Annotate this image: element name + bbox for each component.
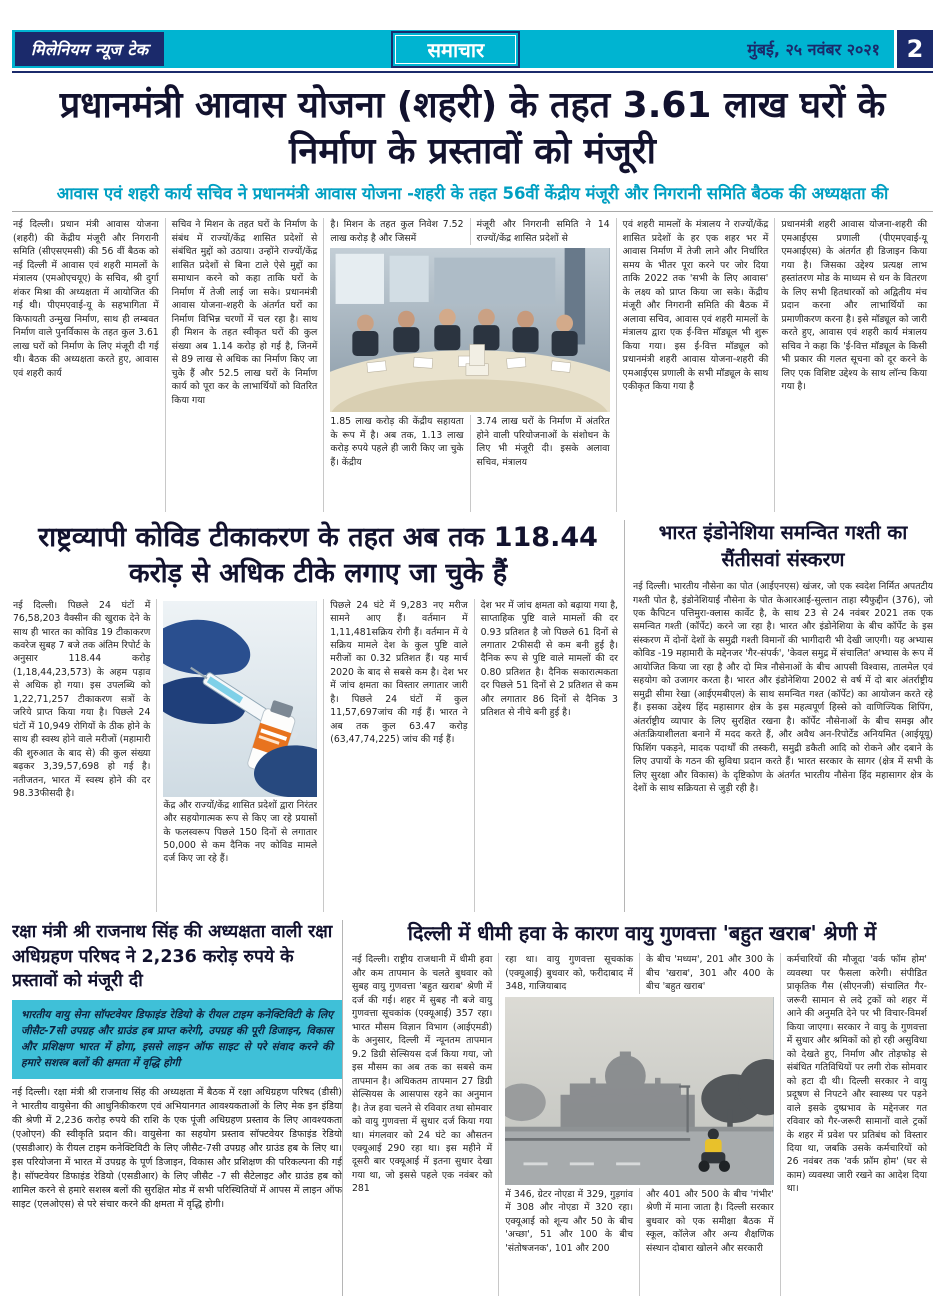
covid-column-4: देश भर में जांच क्षमता को बढ़ाया गया है, साप्ताहिक पुष्टि वाले मामलों की दर 0.93 प्रतिशत है जो पिछले 61 दिनों से लगातार 2फीसदी से कम बनी हुई है। दैनिक रूप से पुष्टि वाले मामलों की दर 0.80 प्रतिशत है। दैनिक सकारात्मकता दर पिछले 51 दिनों से 2 प्रतिशत से कम और लगातार 86 दिनों से दैनिक 3 प्रतिशत से नीचे बनी हुई है। [474, 599, 624, 913]
delhi-mid-bottom [499, 1188, 780, 1296]
date-city: मुंबई, २५ नवंबर २०२१ [747, 40, 880, 59]
delhi-column-4: कर्मचारियों की मौजूदा 'वर्क फॉम होम' व्यवस्था पर फैसला करेगी। संपीडित प्राकृतिक गैस (सीएनजी) संचालित गैर-जरूरी सामान से लदे ट्रकों को शहर में आने की अनुमति देने पर भी विचार-विमर्श किया जाएगा। सरकार ने वायु के गुणवत्ता में सुधार और श्रमिकों को हो रही असुविधा को देखते हुए, निर्माण और तोड़फोड़ से संबंधित गतिविधियों पर लगी रोक सोमवार को हटा दी थी। दिल्ली सरकार ने वायु प्रदूषण से निपटने और स्वास्थ्य पर पड़ने वाले इसके दुष्प्रभाव के मद्देनजर गत रविवार को गैर-जरूरी सामानों वाले ट्रकों के शहर में प्रवेश पर प्रतिबंध को विस्तार दिया था, जबकि उसके कर्मचारियों को 26 नवंबर तक 'वर्क फ्रॉम होम' (घर से काम) व्यवस्था जारी रखने का आदेश दिया था। [780, 953, 933, 1296]
lead-mid-top [324, 218, 615, 245]
covid-article [12, 520, 624, 912]
covid-column-2 [156, 599, 323, 913]
masthead-rule [12, 71, 933, 73]
smog-photo [505, 997, 774, 1185]
indonesia-body: नई दिल्ली। भारतीय नौसेना का पोत (आईएनएस) खंजर, जो एक स्वदेश निर्मित अपतटीय गश्ती पोत है, इंडोनेशियाई नौसेना के पोत केआरआई-सुल्तान ताहा स्यैफुद्दीन (376), जो एक कैपिटन पत्तिमुरा-क्लास कार्वेट है, के साथ 23 से 24 नवंबर 2021 तक एक समन्वित गश्ती (कॉर्पेट) करने जा रहा है। भारत और इंडोनेशिया के बीच कॉर्पेट के इस संस्करण में दोनों देशों के समुद्री गश्ती विमानों की भागीदारी भी देखी जाएगी। यह अभ्यास कोविड -19 महामारी के मद्देनजर 'गैर-संपर्क', 'केवल समुद्र में संचालित' अभ्यास के रूप में आयोजित किया जा रहा है और दो मित्र नौसेनाओं के बीच आपसी विश्वास, तालमेल एवं सहयोग को उजागर करता है। भारत और इंडोनेशिया 2002 से वर्ष में दो बार अंतर्राष्ट्रीय समुद्री सीमा रेखा (आईएमबीएल) के साथ समन्वित गश्त (कॉर्पेट) का आयोजन करते रहे हैं। इसका उद्देश्य हिंद महासागर क्षेत्र के इस महत्वपूर्ण हिस्से को वाणिज्यिक शिपिंग, अंतर्राष्ट्रीय व्यापार के लिए सुरक्षित रखना है। कॉर्पेट नौसेनाओं के बीच समझ और अंतःक्रियाशीलता बनाने में मदद करते हैं, और अवैध अन-रिपोर्टेड अनियमित (आईयूयू) फिशिंग पकड़ने, मादक पदार्थों की तस्करी, समुद्री डकैती आदि को रोकने और दबाने के लिए उपायों के गठन की सुविधा प्रदान करते हैं। भारत सरकार के सागर (क्षेत्र में सभी के लिए सुरक्षा और विकास) के दृष्टिकोण के अंतर्गत भारतीय नौसेना हिंद महासागर क्षेत्र के देशों के साथ सक्रियता से जुड़ी रही है। [633, 581, 933, 795]
delhi-column-1: नई दिल्ली। राष्ट्रीय राजधानी में धीमी हवा और कम तापमान के चलते बुधवार को सुबह वायु गुणवत्ता 'बहुत खराब' श्रेणी में दर्ज की गई। शहर में सुबह नौ बजे वायु गुणवत्ता सूचकांक (एक्यूआई) 357 रहा। भारत मौसम विज्ञान विभाग (आईएमडी) के अनुसार, दिल्ली में न्यूनतम तापमान 9.2 डिग्री सेल्सियस दर्ज किया गया, जो इस मौसम का अब तक का सबसे कम तापमान है। अधिकतम तापमान 27 डिग्री सेल्सियस के आसपास रहने का अनुमान है। तेज हवा चलने से रविवार तथा सोमवार को वायु गुणवत्ता में सुधार दर्ज किया गया था। मंगलवार को 24 घंटे का औसतन एक्यूआई 290 रहा था। इस महीने में दूसरी बार एक्यूआई में इतना सुधार देखा गया था, जो इससे पहले एक नवंबर को 281 [352, 954, 493, 1195]
delhi-column-3-bottom: और 401 और 500 के बीच 'गंभीर' श्रेणी में माना जाता है। दिल्ली सरकार बुधवार को एक समीक्षा बैठक में स्कूल, कॉलेज और अन्य शैक्षणिक संस्थान दोबारा खोलने और सरकारी [639, 1188, 780, 1296]
lead-middle-columns [323, 218, 615, 512]
delhi-headline: दिल्ली में धीमी हवा के कारण वायु गुणवत्ता 'बहुत खराब' श्रेणी में [407, 921, 877, 946]
vaccine-photo [163, 601, 317, 797]
delhi-middle-columns [498, 953, 780, 1296]
covid-article-body [12, 599, 624, 913]
lead-column-6: प्रधानमंत्री शहरी आवास योजना-शहरी की एमआईएस प्रणाली (पीएमएवाई-यू एमआईएस) के अंतर्गत ही डिजाइन किया गया है। जिसका उद्देश्य प्रत्यक्ष लाभ हस्तांतरण मोड के माध्यम से धन के वितरण के लिए सभी हितधारकों को अद्वितीय मंच प्रदान करना और लाभार्थियों का प्रमाणीकरण करना है। इसे मॉड्यूल को जारी करते हुए, आवास एवं शहरी कार्य मंत्रालय सचिव ने कहा कि 'ई-वित्त मॉड्यूल के किसी भी प्रकार की गलत सूचना को दूर करने के लिए एक विशिष्ट उद्देश्य के साथ लॉन्च किया गया है। [774, 218, 933, 512]
meeting-photo-illustration [330, 248, 609, 412]
defence-highlight-box: भारतीय वायु सेना सॉफ्टवेयर डिफाइंड रेडियो के रीयल टाइम कनेक्टिविटी के लिए जीसैट-7सी उपग्रह और ग्राउंड हब प्राप्त करेगी, उपग्रह की पूरी डिजाइन, विकास और प्रशिक्षण भारत में होगा, इससे लाइन ऑफ साइट से परे संवाद करने की हमारे सशस्त्र बलों की क्षमता में वृद्धि होगी [12, 1000, 342, 1080]
delhi-column-2-bottom: में 346, ग्रेटर नोएडा में 329, गुड़गांव में 308 और नोएडा में 320 रहा। एक्यूआई को शून्य और 50 के बीच 'अच्छा', 51 और 100 के बीच 'संतोषजनक', 101 और 200 [505, 1188, 633, 1254]
smog-photo-illustration [505, 997, 774, 1185]
indonesia-headline: भारत इंडोनेशिया समन्वित गश्ती का सैंतीसवां संस्करण [658, 521, 908, 571]
paper-name: मिलेनियम न्यूज टेक [15, 32, 164, 66]
masthead-bar [12, 30, 933, 68]
delhi-air-article [342, 920, 933, 1296]
indonesia-article [624, 520, 933, 912]
defence-article [12, 920, 342, 1296]
covid-column-3: पिछले 24 घंटे में 9,283 नए मरीज सामने आए हैं। वर्तमान में 1,11,481सक्रिय रोगी हैं। वर्तमान में ये सक्रिय मामले देश के कुल पुष्टि वाले मरीजों का 0.32 प्रतिशत हैं। यह मार्च 2020 के बाद से सबसे कम है। देश भर में जांच क्षमता का विस्तार लगातार जारी है। पिछले 24 घंटों में कुल 11,57,697जांच की गई हैं। भारत ने अब तक कुल 63.47 करोड़ (63,47,74,225) जांच की गई हैं। [323, 599, 473, 913]
delhi-column-3-top: के बीच 'मध्यम', 201 और 300 के बीच 'खराब', 301 और 400 के बीच 'बहुत खराब' [639, 953, 780, 993]
lead-column-1: नई दिल्ली। प्रधान मंत्री आवास योजना (शहरी) की केंद्रीय मंजूरी और निगरानी समिति (सीएसएमसी) की 56 वीं बैठक को नई दिल्ली में आवास एवं शहरी मामलों के मंत्रालय (एमओएचयूए) के सचिव, श्री दुर्गा शंकर मिश्रा की अध्यक्षता में आयोजित की गई थी। पीएमएवाई-यू के सहभागिता में किफायती उन्मुख निर्माण, साथ ही लम्बवत निर्माण वाले पुनर्विकास के तहत कुल 3.61 लाख घरों को निर्माण के लिए मंजूरी दी गई थी। बैठक की अध्यक्षता करते हुए, आवास एवं शहरी कार्य [13, 219, 159, 379]
page-number: 2 [894, 30, 933, 68]
vaccine-photo-illustration [163, 601, 317, 797]
covid-headline: राष्ट्रव्यापी कोविड टीकाकरण के तहत अब तक 118.44 करोड़ से अधिक टीके लगाए जा चुके हैं [38, 522, 598, 589]
lead-mid-bottom [324, 415, 615, 512]
lead-column-5: एवं शहरी मामलों के मंत्रालय ने राज्यों/केंद्र शासित प्रदेशों के हर एक शहर भर में आवास निर्माण में तेजी लाने और निर्धारित समय के भीतर पूरा करने पर जोर दिया ताकि 2022 तक 'सभी के लिए आवास' के लक्ष्य को प्राप्त किया जा सके। केंद्रीय मंजूरी और निगरानी समिति की बैठक में अलावा सचिव, आवास एवं शहरी मामलों के मंत्रालय द्वारा एक ई-वित्त मॉड्यूल भी शुरू किया गया। इस ई-वित्त मॉड्यूल को प्रधानमंत्री शहरी आवास योजना-शहरी की एमआईएस प्रणाली के सभी मॉड्यूल के साथ एकीकृत किया गया है [616, 218, 775, 512]
lead-article-body [12, 218, 933, 512]
delhi-mid-top [499, 953, 780, 993]
lead-column-4-top: मंजूरी और निगरानी समिति ने 14 राज्यों/केंद्र शासित प्रदेशों से [470, 218, 616, 245]
lead-column-3-top: है। मिशन के तहत कुल निवेश 7.52 लाख करोड़ है और जिसमें [330, 219, 464, 244]
lead-column-4-bottom: 3.74 लाख घरों के निर्माण में अंतरित होने वाली परियोजनाओं के संशोधन के लिए भी मंजूरी दी। इसके अलावा सचिव, मंत्रालय [470, 415, 616, 512]
lead-headline: प्रधानमंत्री आवास योजना (शहरी) के तहत 3.61 लाख घरों के निर्माण के प्रस्तावों को मंजूरी [59, 85, 886, 173]
lead-subhead: आवास एवं शहरी कार्य सचिव ने प्रधानमंत्री आवास योजना -शहरी के तहत 56वीं केंद्रीय मंजूरी और निगरानी समिति बैठक की अध्यक्षता की [56, 184, 889, 204]
lead-column-2: सचिव ने मिशन के तहत घरों के निर्माण के संबंध में राज्यों/केंद्र शासित प्रदेशों से संबंधित मुद्दों को उठाया। उन्होंने राज्यों/केंद्र शासित प्रदेशों से बिना टाले ऐसे मुद्दों का समाधान करने को कहा ताकि घरों के निर्माण में तेजी लाई जा सके। प्रधानमंत्री आवास योजना-शहरी के अंतर्गत घरों का निर्माण विभिन्न चरणों में चल रहा है। साथ ही मिशन के तहत स्वीकृत घरों की कुल संख्या अब 1.14 करोड़ हो गई है, जिनमें से 89 लाख से अधिक का निर्माण किए जा चुके हैं और 52.5 लाख घरों के निर्माण कार्य को पूरा कर के लाभार्थियों को वितरित किया गया [165, 218, 324, 512]
delhi-column-2-top: रहा था। वायु गुणवत्ता सूचकांक (एक्यूआई) बुधवार को, फरीदाबाद में 348, गाजियाबाद [505, 954, 633, 993]
meeting-photo [330, 248, 609, 412]
delhi-article-body [351, 953, 933, 1296]
covid-column-1: नई दिल्ली। पिछले 24 घंटों में 76,58,203 वैक्सीन की खुराक देने के साथ ही भारत का कोविड 19 टीकाकरण कवरेज सुबह 7 बजे तक अंतिम रिपोर्ट के अनुसार 118.44 करोड़ (1,18,44,23,573) के अहम पड़ाव से अधिक हो गया। इस उपलब्धि को 1,22,71,257 टीकाकरण सत्रों के जरिये प्राप्त किया गया है। पिछले 24 घंटों में 10,949 रोगियों के ठीक होने के साथ ही स्वस्थ होने वाले मरीजों (महामारी की शुरुआत के बाद से) की कुल संख्या बढ़कर 3,39,57,698 हो गई है। नतीजतन, भारत में स्वस्थ होने की दर 98.33फीसदी है। [13, 599, 151, 800]
second-row [12, 520, 933, 912]
lead-column-3-bottom: 1.85 लाख करोड़ की केंद्रीय सहायता के रूप में है। अब तक, 1.13 लाख करोड़ रुपये पहले ही जारी किए जा चुके हैं। केंद्रीय [330, 416, 464, 468]
third-row [12, 920, 933, 1296]
defence-headline: रक्षा मंत्री श्री राजनाथ सिंह की अध्यक्षता वाली रक्षा अधिग्रहण परिषद ने 2,236 करोड़ रुपये के प्रस्तावों को मंजूरी दी [12, 922, 333, 992]
defence-body: नई दिल्ली। रक्षा मंत्री श्री राजनाथ सिंह की अध्यक्षता में बैठक में रक्षा अधिग्रहण परिषद (डीसी) ने भारतीय वायुसेना की आधुनिकीकरण एवं अभियानगत आवश्यकताओं के लिए मेक इन इंडिया की श्रेणी में 2,236 करोड़ रुपये की राशि के एक पूंजी अधिग्रहण प्रस्ताव के लिए आवश्यकता (एओएन) की स्वीकृति प्रदान की। वायुसेना का सहयोग प्रस्ताव सॉफ्टवेयर डिफाइंड रेडियो (एसडीआर) के रीयल टाइम कनेक्टिविटी के लिए जीसैट-7सी उपग्रह और ग्राउंड हब के लिए था। इस परियोजना में भारत में उपग्रह के पूर्ण डिजाइन, विकास और प्रशिक्षण की परिकल्पना की गई है। सॉफ्टवेयर डिफाइंड रेडियो (एसडीआर) के लिए जीसैट -7 सी सैटेलाइट और ग्राउंड हब को शामिल करने से हमारे सशस्त्र बलों की सुरक्षित मोड में सभी परिस्थितियों में आपस में लाइन ऑफ साइट (एलओएस) से परे संचार करने की क्षमता में वृद्धि होगी। [12, 1087, 342, 1210]
covid-column-2-text: केंद्र और राज्यों/केंद्र शासित प्रदेशों द्वारा निरंतर और सहयोगात्मक रूप से किए जा रहे प्रयासों के फलस्वरूप पिछले 150 दिनों से लगातार 50,000 से कम दैनिक नए कोविड मामले दर्ज किए जा रहे हैं। [163, 799, 318, 865]
subhead-rule [12, 211, 933, 212]
section-label: समाचार [391, 31, 520, 68]
